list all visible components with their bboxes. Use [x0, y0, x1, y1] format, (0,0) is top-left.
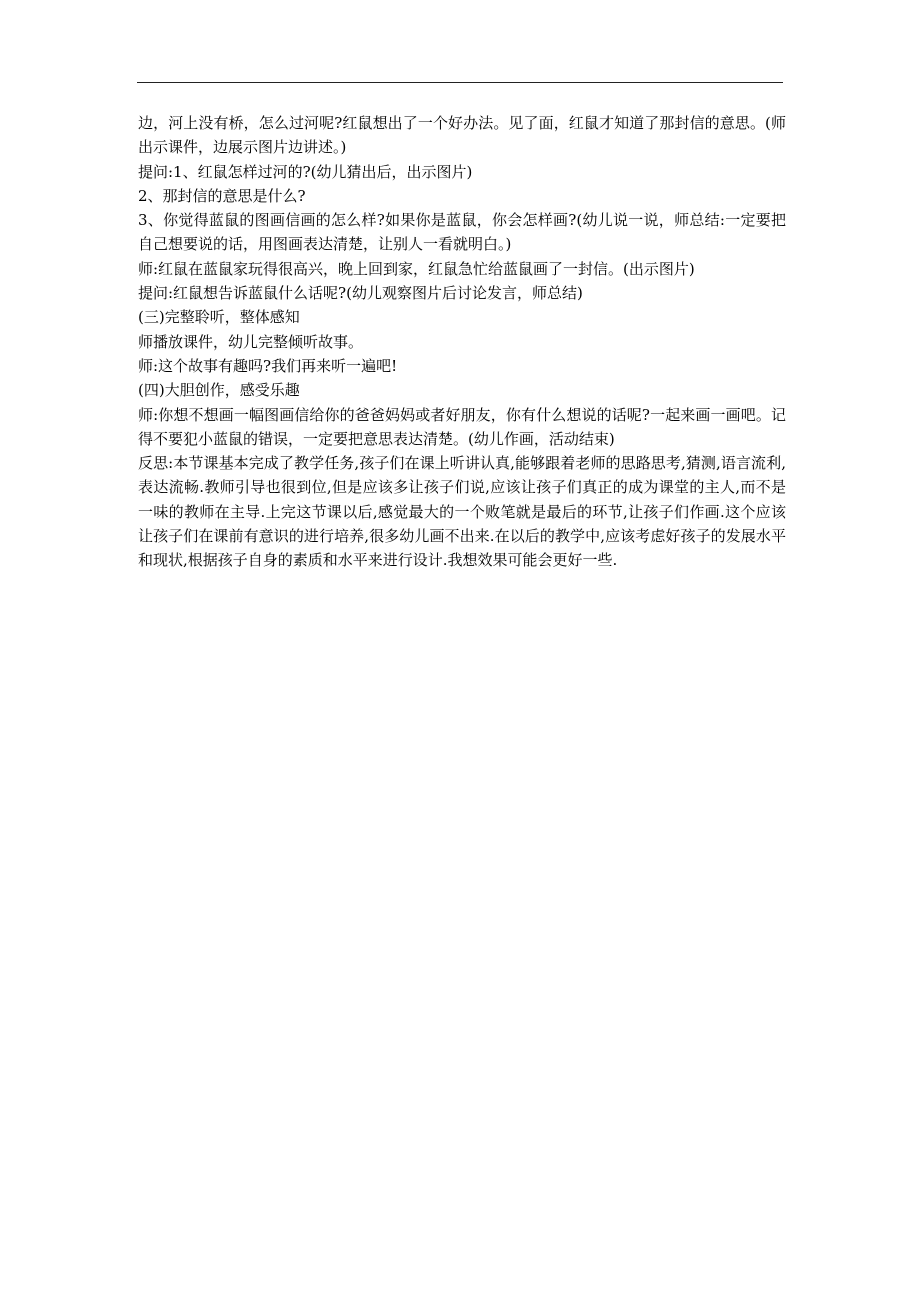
paragraph-story-continuation: 边，河上没有桥，怎么过河呢?红鼠想出了一个好办法。见了面，红鼠才知道了那封信的意思。(师出示课件，边展示图片边讲述。) [138, 114, 786, 157]
paragraph-teacher-narration: 师:红鼠在蓝鼠家玩得很高兴，晚上回到家，红鼠急忙给蓝鼠画了一封信。(出示图片) [138, 259, 695, 278]
paragraph-drawing-activity: 师:你想不想画一幅图画信给你的爸爸妈妈或者好朋友，你有什么想说的话呢?一起来画一画吧。记得不要犯小蓝鼠的错误，一定要把意思表达清楚。(幼儿作画，活动结束) [138, 405, 786, 448]
section-heading-create: (四)大胆创作，感受乐趣 [138, 381, 300, 400]
paragraph-reflection: 反思:本节课基本完成了教学任务,孩子们在课上听讲认真,能够跟着老师的思路思考,猜测,语言流利,表达流畅.教师引导也很到位,但是应该多让孩子们说,应该让孩子们真正的成为课堂的主人,而不是一味的教师在主导.上完这节课以后,感觉最大的一个败笔就是最后的环节,让孩子们作画.这个应该让孩子们在课前有意识的进行培养,很多幼儿画不出来.在以后的教学中,应该考虑好孩子的发展水平和现状,根据孩子自身的素质和水平来进行设计.我想效果可能会更好一些. [138, 454, 786, 570]
paragraph-play-courseware: 师播放课件，幼儿完整倾听故事。 [138, 332, 364, 351]
paragraph-question-1: 提问:1、红鼠怎样过河的?(幼儿猜出后，出示图片) [138, 162, 473, 181]
section-heading-listen: (三)完整聆听，整体感知 [138, 308, 300, 327]
paragraph-question-red-mouse: 提问:红鼠想告诉蓝鼠什么话呢?(幼儿观察图片后讨论发言，师总结) [138, 284, 583, 303]
header-rule [137, 82, 783, 83]
paragraph-listen-again: 师:这个故事有趣吗?我们再来听一遍吧! [138, 356, 398, 375]
document-body [138, 111, 786, 573]
paragraph-question-3: 3、你觉得蓝鼠的图画信画的怎么样?如果你是蓝鼠，你会怎样画?(幼儿说一说，师总结:一定要把自己想要说的话，用图画表达清楚，让别人一看就明白。) [138, 211, 786, 254]
paragraph-question-2: 2、那封信的意思是什么? [138, 186, 306, 205]
